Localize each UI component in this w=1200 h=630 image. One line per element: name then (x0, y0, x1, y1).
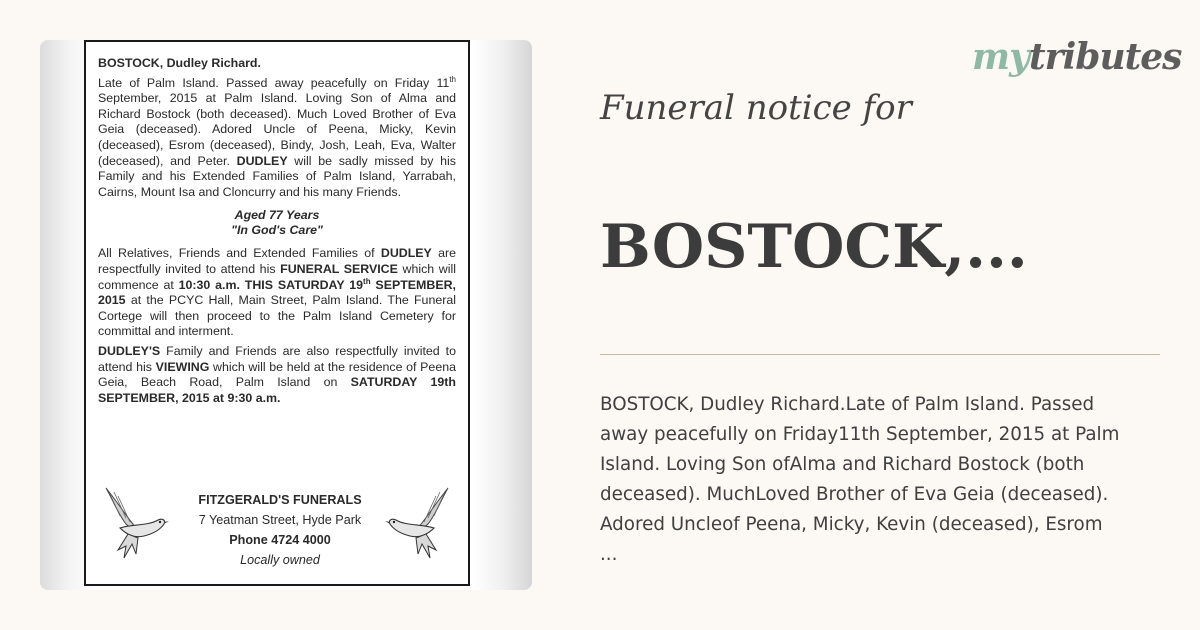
funeral-home-info (166, 490, 394, 570)
funeral-home-block (86, 476, 468, 576)
funeral-home-phone: Phone 4724 4000 (229, 533, 331, 547)
notice-age-block (98, 208, 456, 238)
notice-age: Aged 77 Years (234, 208, 320, 223)
funeral-home-name: FITZGERALD'S FUNERALS (198, 493, 362, 507)
notice-heading: BOSTOCK, Dudley Richard. (98, 56, 261, 70)
page-title: BOSTOCK,... (600, 212, 1028, 282)
notice-scan (40, 40, 532, 590)
funeral-home-address: 7 Yeatman Street, Hyde Park (198, 513, 362, 527)
page-subheading: Funeral notice for (600, 88, 912, 128)
notice-paragraph-details: Late of Palm Island. Passed away peacefully on Friday 11th September, 2015 at Palm Island. Loving Son of Alma and Richard Bostock (both deceased). Much Loved Brother of Eva Geia (deceased). Adored Uncle of Peena, Micky, Kevin (deceased), Esrom (deceased), Bindy, Josh, Leah, Eva, Walter (deceased), and Peter. DUDLEY will be sadly missed by his Family and his Extended Families of Palm Island, Yarrabah, Cairns, Mount Isa and Cloncurry and his many Friends. (98, 74, 456, 199)
notice-excerpt: BOSTOCK, Dudley Richard.Late of Palm Island. Passed away peacefully on Friday11th September, 2015 at Palm Island. Loving Son ofAlma and Richard Bostock (both deceased). MuchLoved Brother of Eva Geia (deceased). Adored Uncleof Peena, Micky, Kevin (deceased), Esrom ... (600, 394, 1120, 565)
notice-paragraph-service: All Relatives, Friends and Extended Families of DUDLEY are respectfully invited to attend his FUNERAL SERVICE which will commence at 10:30 a.m. THIS SATURDAY 19th SEPTEMBER, 2015 at the PCYC Hall, Main Street, Palm Island. The Funeral Cortege will then proceed to the Palm Island Cemetery for committal and interment. (98, 246, 457, 339)
divider (600, 354, 1160, 355)
funeral-home-tagline: Locally owned (240, 553, 320, 567)
notice-paragraph-viewing: DUDLEY'S Family and Friends are also respectfully invited to attend his VIEWING which will be held at the residence of Peena Geia, Beach Road, Palm Island on SATURDAY 19th SEPTEMBER, 2015 at 9:30 a.m. (98, 343, 456, 405)
notice-care: "In God's Care" (231, 223, 323, 238)
notice-box (84, 40, 470, 586)
dove-icon (100, 484, 170, 564)
mytributes-logo[interactable]: mytributes (972, 36, 1182, 78)
dove-icon (384, 484, 454, 564)
